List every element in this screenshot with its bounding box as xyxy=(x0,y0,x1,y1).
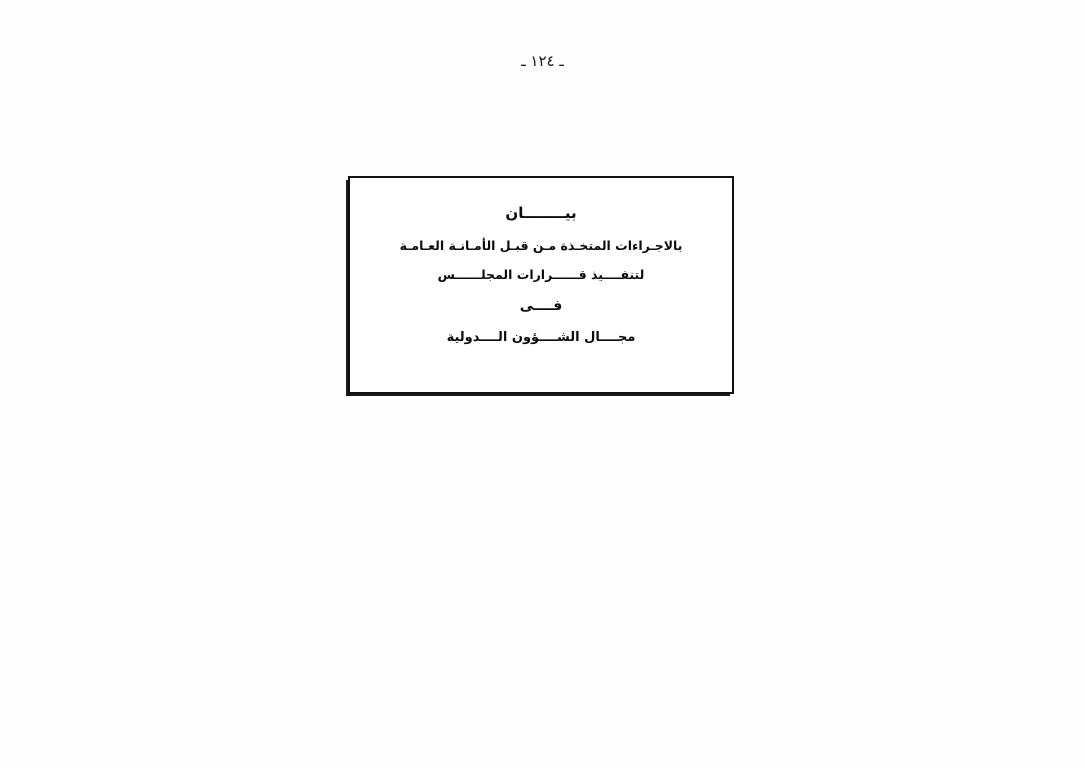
title-box-content xyxy=(350,178,732,392)
page-number: ـ ١٢٤ ـ xyxy=(521,52,564,70)
title-line-domain: مجــــال الشــــؤون الــــدولية xyxy=(446,330,636,345)
title-line-subject: بالاجـراءات المتخـذة مـن قبـل الأمـانـة العـامـة xyxy=(399,238,683,253)
title-line-purpose: لتنفــــيذ قــــــرارات المجلــــــس xyxy=(437,267,645,282)
title-box xyxy=(348,176,734,394)
title-line-connector: فــــى xyxy=(519,298,563,314)
title-line-heading: بيــــــــان xyxy=(505,204,577,222)
